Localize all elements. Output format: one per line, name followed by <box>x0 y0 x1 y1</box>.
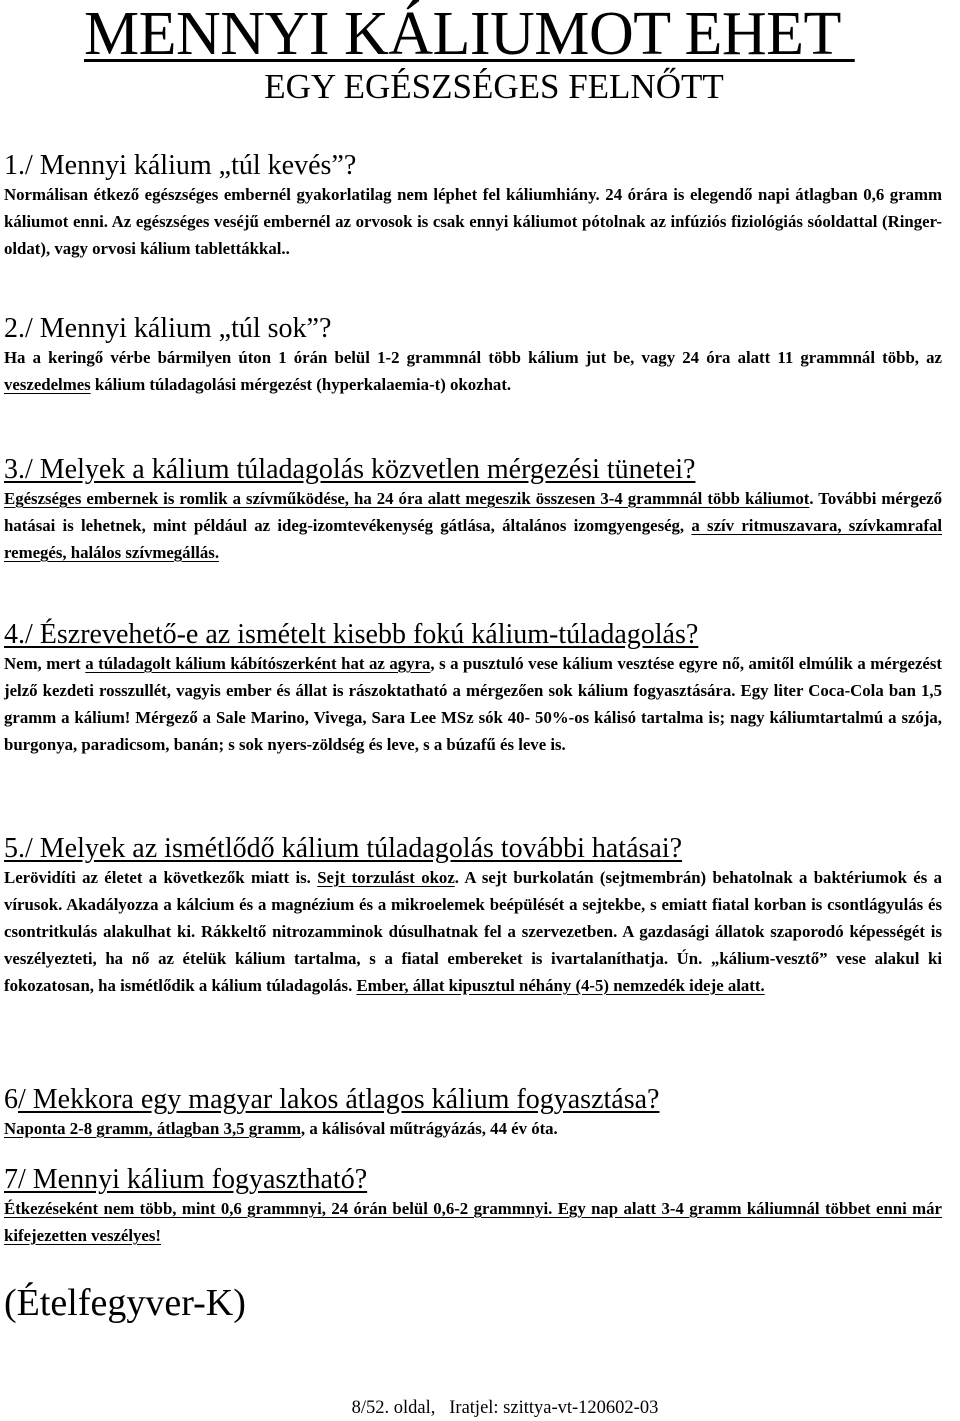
section-3-heading: 3./ Melyek a kálium túladagolás közvetlen mérgezési tünetei? <box>4 454 696 485</box>
section-7-text <box>4 1195 942 1249</box>
section-3-text-underlined-2: a szív ritmuszavara, szívkamrafal remegés, halálos szívmegállás. <box>4 516 942 562</box>
section-2 <box>4 313 942 398</box>
section-6-heading-text: / Mekkora egy magyar lakos átlagos kálium fogyasztása? <box>18 1084 660 1115</box>
section-2-text <box>4 344 942 398</box>
section-6-heading-num: 6 <box>4 1084 18 1115</box>
section-6 <box>4 1084 942 1142</box>
section-1-text: Normálisan étkező egészséges embernél gyakorlatilag nem léphet fel káliumhiány. 24 órára is elegendő napi átlagban 0,6 gramm káliumot enni. Az egészséges veséjű embernél az orvosok is csak ennyi káliumot pótolnak az infúziós fiziológiás sóoldattal (Ringer-oldat), vagy orvosi kálium tablettákkal.. <box>4 185 942 258</box>
section-5 <box>4 833 942 999</box>
section-1-heading: 1./ Mennyi kálium „túl kevés”? <box>4 150 357 181</box>
section-3-text-underlined-1: Egészséges embernek is romlik a szívműködése, ha 24 óra alatt megeszik összesen 3-4 grammnál több káliumot <box>4 489 810 508</box>
signature: (Ételfegyver-K) <box>4 1282 246 1324</box>
section-4-text-a: Nem, mert <box>4 654 86 673</box>
section-4-text <box>4 650 942 758</box>
section-2-text-b: kálium túladagolási mérgezést (hyperkalaemia-t) okozhat. <box>90 375 512 394</box>
section-4-text-underlined: a túladagolt kálium kábítószerként hat az agyra <box>85 654 431 673</box>
section-4-heading: 4./ Észrevehető-e az ismételt kisebb fokú kálium-túladagolás? <box>4 619 699 650</box>
section-6-text <box>4 1115 942 1142</box>
section-5-text <box>4 864 942 999</box>
section-3-text-a: . További mérgező hatásai is lehetnek, mint például az ideg-izomtevékenység gátlása, általános izomgyengeség, <box>4 489 942 535</box>
title-line-2: EGY EGÉSZSÉGES FELNŐTT <box>264 67 724 106</box>
section-5-text-b: . A sejt burkolatán (sejtmembrán) behatolnak a baktériumok és a vírusok. Akadályozza a kálcium és a magnézium és a mikroelemek beépülését a sejtekbe, s emiatt fiatal korban is csontlágyulás és csontritkulás alakulhat ki. Rákkeltő nitrozamminok dúsulhatnak fel a szervezetben. A gazdasági állatok szaporodó képességét is veszélyezteti, ha nő az ételük kálium tartalma, s a fiatal embereket is ivartalaníthatja. Ún. „kálium-vesztő” vese alakul ki fokozatosan, ha ismétlődik a kálium túladagolás. <box>4 868 942 995</box>
section-7-text-underlined: Étkezéseként nem több, mint 0,6 grammnyi, 24 órán belül 0,6-2 grammnyi. Egy nap alatt 3-4 gramm káliumnál többet enni már kifejezetten veszélyes! <box>4 1199 942 1245</box>
section-5-text-a: Lerövidíti az életet a következők miatt is. <box>4 868 318 887</box>
section-5-heading: 5./ Melyek az ismétlődő kálium túladagolás további hatásai? <box>4 833 683 864</box>
section-6-text-b: , a kálisóval műtrágyázás, 44 év óta. <box>300 1119 558 1138</box>
section-4-text-b: , s a pusztuló vese kálium vesztése egyre nő, amitől elmúlik a mérgezést jelző kezdeti rosszullét, vagyis ember és állat is rászoktatható a mérgezően sok kálium fogyasztására. Egy liter Coca-Cola ban 1,5 gramm a kálium! Mérgező a Sale Marino, Vivega, Sara Lee MSz sók 40- 50%-os kálisó tartalma is; nagy káliumtartalmú a szója, burgonya, paradicsom, banán; s sok nyers-zöldség és leve, s a búzafű és leve is. <box>4 654 942 754</box>
section-7 <box>4 1164 942 1249</box>
section-2-text-underlined: veszedelmes <box>4 375 91 394</box>
section-5-text-underlined-2: Ember, állat kipusztul néhány (4-5) nemzedék ideje alatt. <box>356 976 765 995</box>
section-7-heading: 7/ Mennyi kálium fogyasztható? <box>4 1164 368 1195</box>
section-1 <box>4 150 942 262</box>
section-2-text-a: Ha a keringő vérbe bármilyen úton 1 órán belül 1-2 grammnál több kálium jut be, vagy 24 óra alatt 11 grammnál több, az <box>4 348 942 367</box>
page-footer: 8/52. oldal, Iratjel: szittya-vt-120602-03 <box>351 1398 659 1418</box>
section-6-text-underlined: Naponta 2-8 gramm, átlagban 3,5 gramm <box>4 1119 301 1138</box>
section-3-text <box>4 485 942 566</box>
section-3 <box>4 454 942 566</box>
title-line-1: MENNYI KÁLIUMOT EHET <box>84 0 855 68</box>
section-5-text-underlined-1: Sejt torzulást okoz <box>317 868 455 887</box>
section-2-heading: 2./ Mennyi kálium „túl sok”? <box>4 313 332 344</box>
section-4 <box>4 619 942 758</box>
section-6-heading <box>4 1084 942 1115</box>
